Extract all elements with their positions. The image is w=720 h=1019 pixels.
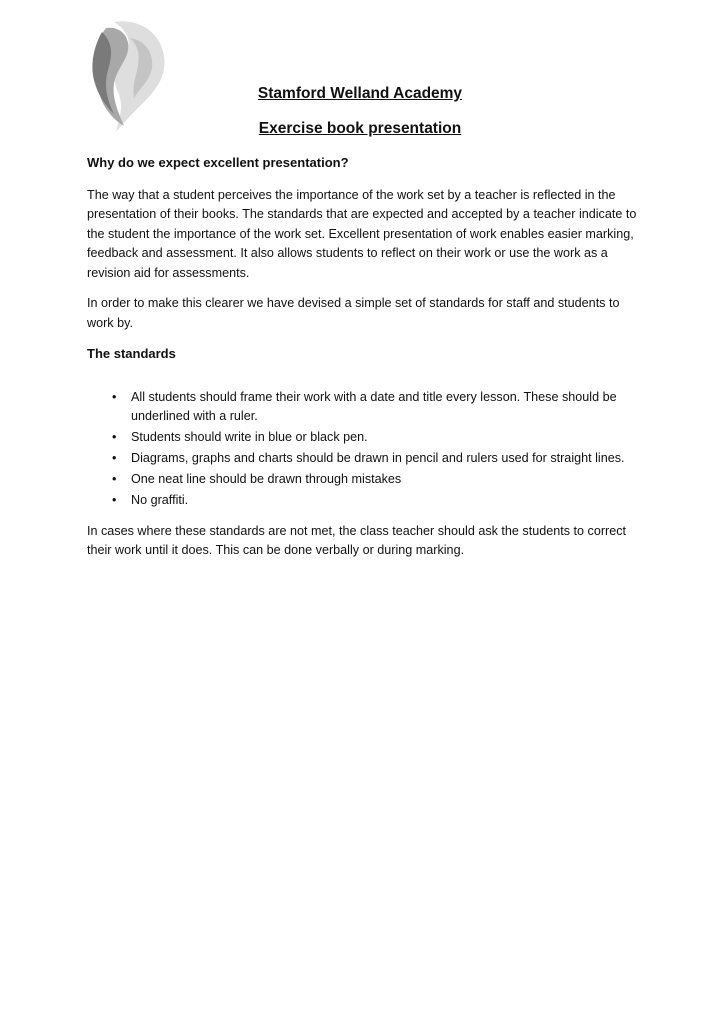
list-item [112,470,647,490]
standards-heading: The standards [87,346,176,361]
list-item [112,449,647,469]
list-item-text: Students should write in blue or black pen. [131,430,368,444]
enforcement-paragraph: In cases where these standards are not met, the class teacher should ask the students to correct their work until it does. This can be done verbally or during marking. [87,523,627,557]
page-subtitle: Exercise book presentation [258,120,462,137]
list-item [112,388,647,427]
page-title: Stamford Welland Academy [257,85,463,102]
standards-list [87,388,647,511]
bullet-icon: • [112,451,117,465]
list-item [112,428,647,448]
bullet-icon: • [112,389,117,404]
list-item-text: Diagrams, graphs and charts should be drawn in pencil and rulers used for straight lines. [131,451,625,465]
purpose-paragraph: In order to make this clearer we have devised a simple set of standards for staff and students to work by. [87,296,620,330]
intro-paragraph: The way that a student perceives the importance of the work set by a teacher is reflected in the presentation of their books. The standards that are expected and accepted by a teacher indicate to the student the importance of the work set. Excellent presentation of work enables easier marking, feedback and assessment. It also allows students to reflect on their work or use the work as a revision aid for assessments. [87,187,637,280]
lion-head-icon [84,18,168,134]
academy-logo [84,18,168,134]
list-item-text: One neat line should be drawn through mistakes [131,472,402,486]
bullet-icon: • [112,430,117,444]
list-item-text: All students should frame their work with a date and title every lesson. These should be underlined with a ruler. [131,389,617,423]
list-item [112,491,647,511]
document-body [87,153,647,572]
why-heading: Why do we expect excellent presentation? [87,155,349,170]
list-item-text: No graffiti. [131,493,189,507]
bullet-icon: • [112,472,117,486]
bullet-icon: • [112,493,117,507]
